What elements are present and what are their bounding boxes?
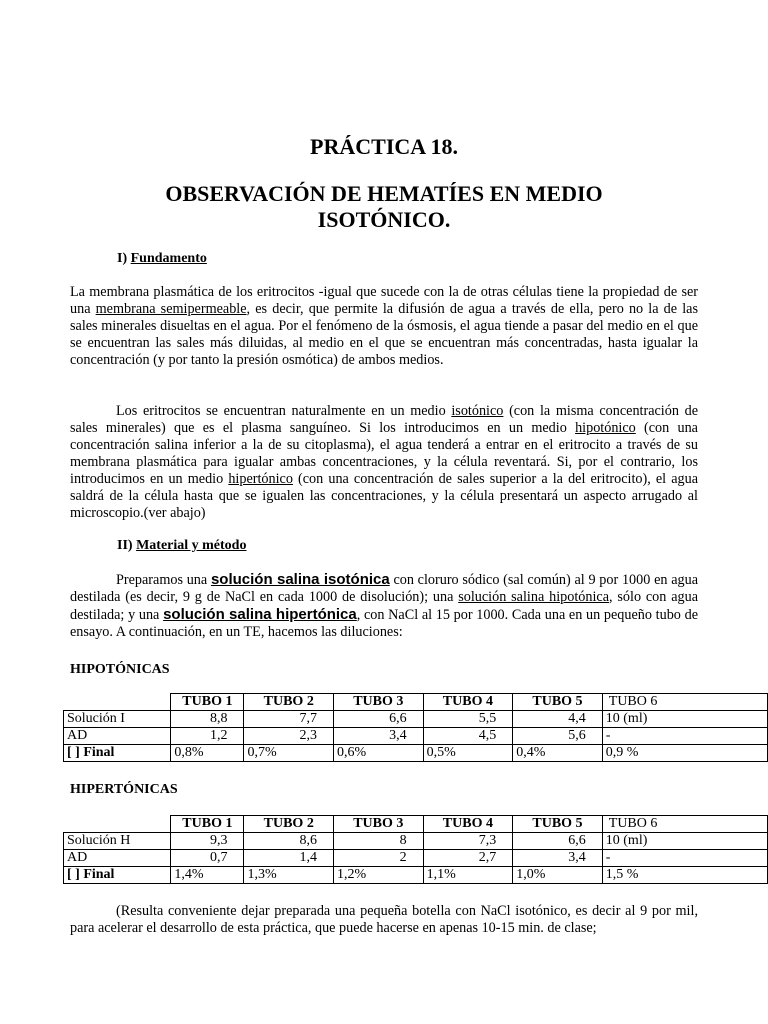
table-row <box>64 850 768 867</box>
paragraph-fundamento-2 <box>70 403 698 522</box>
table-header-row <box>64 694 768 711</box>
header-tubo-6: TUBO 6 <box>602 816 767 833</box>
section-label: Fundamento <box>130 251 207 266</box>
table-row <box>64 711 768 728</box>
term-solucion-hipertonica: solución salina hipertónica <box>163 606 357 623</box>
table-cell: 8,8 <box>171 711 244 728</box>
table-cell: 2,3 <box>244 728 334 745</box>
section-heading-fundamento <box>117 250 207 267</box>
table-cell: 2 <box>334 850 424 867</box>
table-row <box>64 833 768 850</box>
table-cell: 5,6 <box>513 728 603 745</box>
paragraph-text: Preparamos una <box>116 572 211 588</box>
header-tubo-4: TUBO 4 <box>423 694 513 711</box>
term-solucion-hipotonica: solución salina hipotónica <box>458 589 609 605</box>
table-cell: 7,7 <box>244 711 334 728</box>
header-tubo-2: TUBO 2 <box>244 694 334 711</box>
table-cell: 1,4% <box>171 867 244 884</box>
row-label: Solución I <box>64 711 171 728</box>
header-tubo-6: TUBO 6 <box>602 694 767 711</box>
table-cell: 1,5 % <box>602 867 767 884</box>
section-heading-material <box>117 537 246 554</box>
table-cell: 1,1% <box>423 867 513 884</box>
table-corner-cell <box>64 694 171 711</box>
table-cell: 4,5 <box>423 728 513 745</box>
header-tubo-2: TUBO 2 <box>244 816 334 833</box>
table-row <box>64 745 768 762</box>
row-label: [ ] Final <box>64 867 171 884</box>
term-membrana-semipermeable: membrana semipermeable <box>95 301 247 317</box>
table-cell: 1,0% <box>513 867 603 884</box>
table-cell: 5,5 <box>423 711 513 728</box>
main-title-line1: OBSERVACIÓN DE HEMATÍES EN MEDIO <box>165 181 603 206</box>
term-isotonico: isotónico <box>451 403 504 419</box>
table-cell: 0,9 % <box>602 745 767 762</box>
table-cell: 9,3 <box>171 833 244 850</box>
paragraph-text: con cloruro sódico (sal común) al 9 por 1000 en agua destilada (es decir, 9 g de NaCl en cada 1000 de disolución); una <box>70 572 698 605</box>
header-tubo-3: TUBO 3 <box>334 694 424 711</box>
hipertonicas-heading: HIPERTÓNICAS <box>70 782 178 797</box>
table-cell: 8,6 <box>244 833 334 850</box>
paragraph-text: (con una concentración salina inferior a la de su citoplasma), el agua tenderá a entrar en el eritrocito a través de su membrana plasmática para igualar ambas concentraciones, y la célula reventará. Si, por el contrario, los introducimos en un medio <box>70 420 698 487</box>
section-number: II) <box>117 538 137 553</box>
section-number: I) <box>117 251 131 266</box>
paragraph-text: (Resulta conveniente dejar preparada una pequeña botella con NaCl isotónico, es decir al 9 por mil, para acelerar el desarrollo de esta práctica, que puede hacerse en apenas 10-15 min. de clase; <box>70 903 698 936</box>
paragraph-text: (con una concentración de sales superior a la del eritrocito), el agua saldrá de la célula hasta que se igualen las concentraciones, y la célula presentará un aspecto arrugado al microscopio.(ver abajo) <box>70 471 698 521</box>
table-cell: 8 <box>334 833 424 850</box>
table-cell: 1,4 <box>244 850 334 867</box>
header-tubo-5: TUBO 5 <box>513 694 603 711</box>
paragraph-material <box>70 571 698 641</box>
table-cell: - <box>602 850 767 867</box>
header-tubo-1: TUBO 1 <box>171 694 244 711</box>
hipotonicas-heading: HIPOTÓNICAS <box>70 662 170 677</box>
paragraph-note <box>70 903 698 937</box>
paragraph-text: , sólo con agua destilada; y una <box>70 589 699 623</box>
header-tubo-4: TUBO 4 <box>423 816 513 833</box>
table-cell: 0,7% <box>244 745 334 762</box>
paragraph-text: , con NaCl al 15 por 1000. Cada una en un pequeño tubo de ensayo. A continuación, en un TE, hacemos las diluciones: <box>70 607 698 640</box>
header-tubo-3: TUBO 3 <box>334 816 424 833</box>
row-label: AD <box>64 728 171 745</box>
term-solucion-isotonica: solución salina isotónica <box>210 571 390 588</box>
paragraph-text: La membrana plasmática de los eritrocitos -igual que sucede con la de otras células tiene la propiedad de ser una <box>70 284 698 317</box>
row-label: AD <box>64 850 171 867</box>
table-cell: 2,7 <box>423 850 513 867</box>
header-tubo-1: TUBO 1 <box>171 816 244 833</box>
header-tubo-5: TUBO 5 <box>513 816 603 833</box>
table-cell: - <box>602 728 767 745</box>
table-row <box>64 867 768 884</box>
term-hipotonico: hipotónico <box>575 420 636 436</box>
row-label: [ ] Final <box>64 745 171 762</box>
table-cell: 3,4 <box>334 728 424 745</box>
table-cell: 3,4 <box>513 850 603 867</box>
table-row <box>64 728 768 745</box>
paragraph-fundamento-1 <box>70 284 698 369</box>
section-label: Material y método <box>136 538 247 553</box>
table-cell: 6,6 <box>513 833 603 850</box>
table-corner-cell <box>64 816 171 833</box>
table-cell: 1,3% <box>244 867 334 884</box>
table-cell: 10 (ml) <box>602 833 767 850</box>
paragraph-text: Los eritrocitos se encuentran naturalmente en un medio <box>116 403 452 419</box>
table-cell: 10 (ml) <box>602 711 767 728</box>
row-label: Solución H <box>64 833 171 850</box>
table-cell: 0,7 <box>171 850 244 867</box>
table-cell: 7,3 <box>423 833 513 850</box>
table-cell: 0,4% <box>513 745 603 762</box>
table-cell: 0,5% <box>423 745 513 762</box>
hipotonicas-table <box>63 693 768 762</box>
table-cell: 0,6% <box>334 745 424 762</box>
hipertonicas-table <box>63 815 768 884</box>
table-header-row <box>64 816 768 833</box>
paragraph-text: , es decir, que permite la difusión de agua a través de ella, pero no la de las sales minerales disueltas en el agua. Por el fenómeno de la ósmosis, el agua tiende a pasar del medio en el que se encuentran las sales más diluidas, al medio en el que se encuentran más concentradas, hasta igualar la concentración (y por tanto la presión osmótica) de ambos medios. <box>70 301 698 368</box>
table-cell: 1,2 <box>171 728 244 745</box>
table-cell: 1,2% <box>334 867 424 884</box>
table-cell: 6,6 <box>334 711 424 728</box>
table-cell: 0,8% <box>171 745 244 762</box>
practice-title: PRÁCTICA 18. <box>310 134 458 159</box>
term-hipertonico: hipertónico <box>228 471 293 487</box>
table-cell: 4,4 <box>513 711 603 728</box>
main-title-line2: ISOTÓNICO. <box>317 207 451 232</box>
paragraph-text: (con la misma concentración de sales minerales) que es el plasma sanguíneo. Si los introducimos en un medio <box>70 403 699 436</box>
